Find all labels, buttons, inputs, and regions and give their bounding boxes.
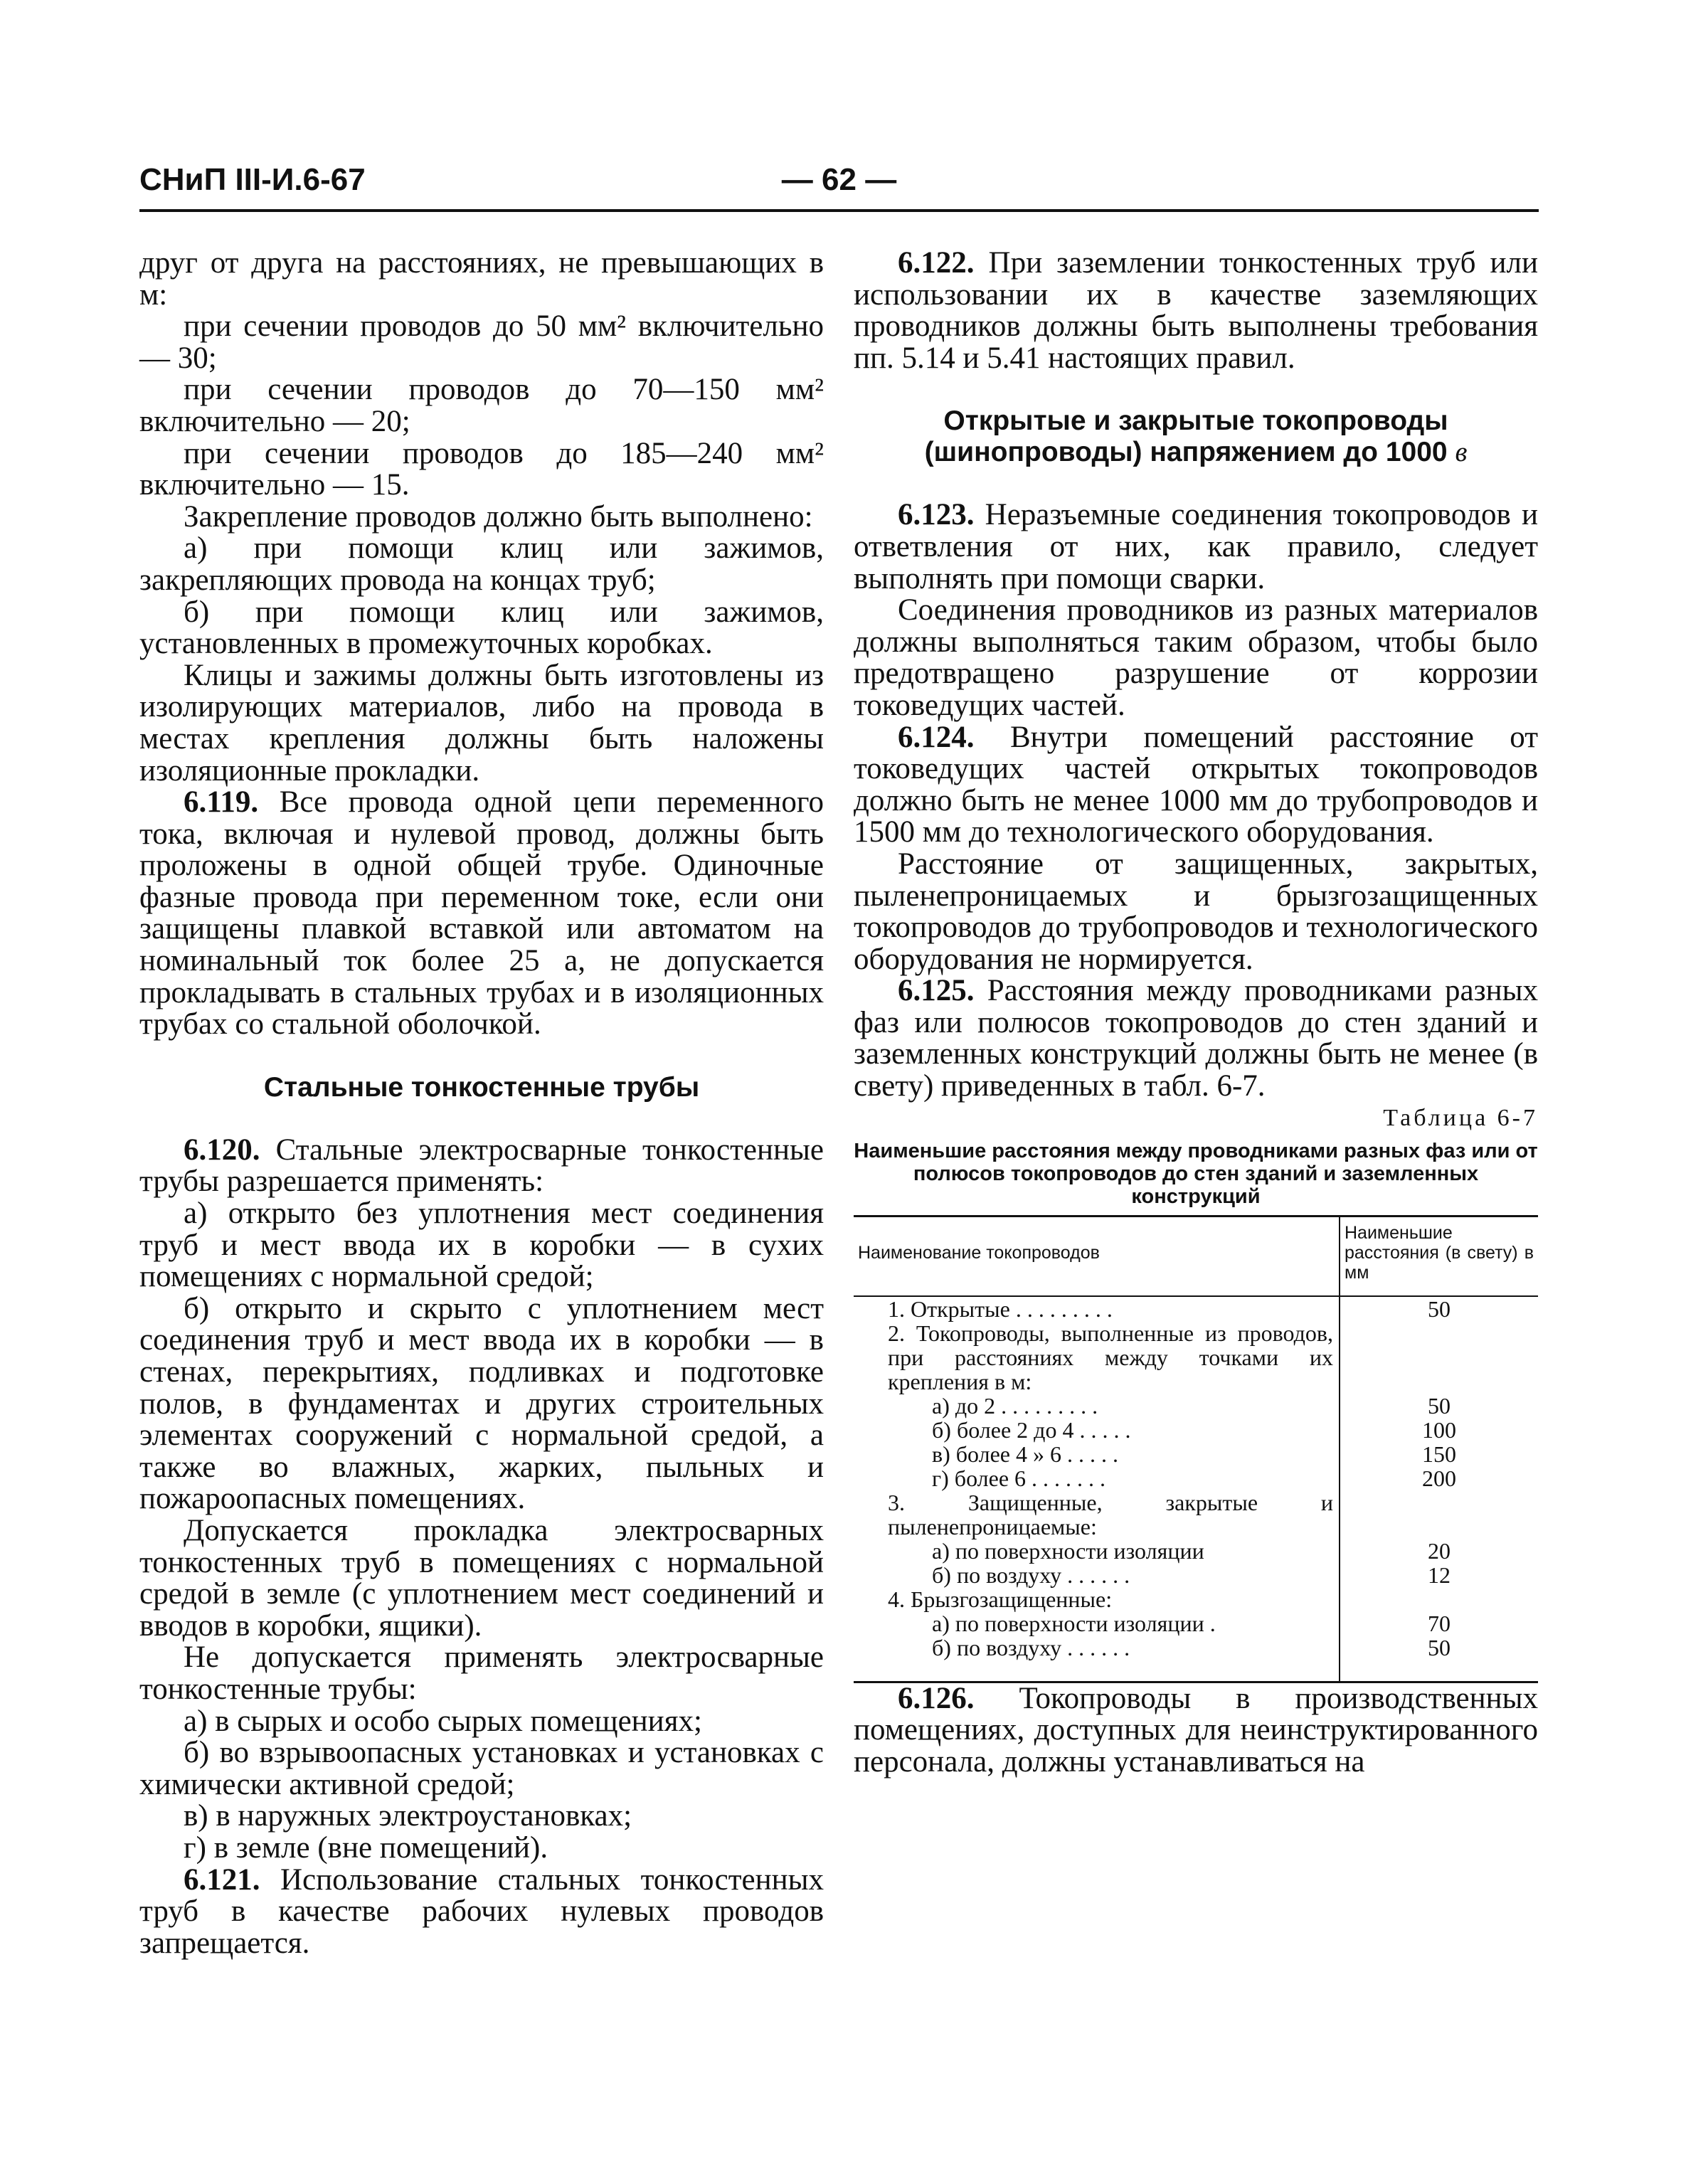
- row-value: 150: [1422, 1441, 1456, 1467]
- row-value: 50: [1428, 1295, 1451, 1322]
- table-row: [854, 1466, 1538, 1490]
- table-label: Таблица 6-7: [1383, 1104, 1538, 1131]
- table-row: [854, 1418, 1538, 1442]
- heading-unit: в: [1455, 437, 1468, 468]
- row-label: б) по воздуху . . . . . .: [854, 1563, 1340, 1587]
- table-row: [854, 1587, 1538, 1611]
- clause-text: Неразъемные соединения токопроводов и ответвления от них, как правило, следует выполнять при помощи сварки.: [854, 498, 1538, 595]
- clause-6-125: [854, 975, 1538, 1102]
- left-column: [139, 248, 824, 1959]
- clause-number: 6.123.: [898, 498, 975, 532]
- clause-number: 6.121.: [184, 1862, 260, 1897]
- row-label: 1. Открытые . . . . . . . . .: [854, 1296, 1340, 1321]
- clause-6-119: [139, 787, 824, 1041]
- row-label: б) более 2 до 4 . . . . .: [854, 1418, 1340, 1442]
- section-heading: [854, 405, 1538, 468]
- section-heading: Стальные тонкостенные трубы: [263, 1071, 700, 1103]
- paragraph: при сечении проводов до 50 мм² включительно — 30;: [139, 309, 824, 375]
- column-header-name: Наименование токопроводов: [854, 1216, 1340, 1296]
- clause-text: Токопроводы в производственных помещениях, доступных для неинструктированного персонала, должны устанавливаться на: [854, 1681, 1538, 1779]
- clause-6-122: [854, 248, 1538, 374]
- right-column: [854, 248, 1538, 1778]
- clause-6-123: [854, 499, 1538, 595]
- paragraph: а) при помощи клиц или зажимов, закрепляющих провода на концах труб;: [139, 531, 824, 597]
- paragraph: б) во взрывоопасных установках и установках с химически активной средой;: [139, 1736, 824, 1801]
- row-value: 50: [1340, 1636, 1538, 1682]
- table-row: [854, 1539, 1538, 1563]
- clause-number: 6.122.: [898, 246, 975, 280]
- row-label: а) по поверхности изоляции .: [854, 1611, 1340, 1636]
- row-value: 50: [1428, 1392, 1451, 1419]
- page-number: — 62 —: [781, 162, 897, 197]
- row-value: 20: [1428, 1537, 1451, 1564]
- paragraph: Допускается прокладка электросварных тонкостенных труб в помещениях с нормальной средой в земле (с уплотнением мест соединений и вводов в коробки, ящики).: [139, 1513, 824, 1643]
- table-row: [854, 1321, 1538, 1394]
- row-label: а) по поверхности изоляции: [854, 1539, 1340, 1563]
- paragraph: г) в земле (вне помещений).: [184, 1830, 548, 1865]
- table-row: [854, 1636, 1538, 1682]
- row-label: б) по воздуху . . . . . .: [854, 1636, 1340, 1682]
- clause-6-120: [139, 1135, 824, 1198]
- paragraph: б) при помощи клиц или зажимов, установленных в промежуточных коробках.: [139, 595, 824, 661]
- row-label: 3. Защищенные, закрытые и пыленепроницаемые:: [854, 1490, 1340, 1539]
- clause-text: При заземлении тонкостенных труб или использовании их в качестве заземляющих проводников должны быть выполнены требования пп. 5.14 и 5.41 настоящих правил.: [854, 246, 1538, 375]
- clause-text: Использование стальных тонкостенных труб в качестве рабочих нулевых проводов запрещается.: [139, 1862, 824, 1960]
- row-label: 2. Токопроводы, выполненные из проводов, при расстояниях между точками их крепления в м:: [854, 1321, 1340, 1394]
- clause-number: 6.119.: [184, 785, 259, 820]
- paragraph: Не допускается применять электросварные тонкостенные трубы:: [139, 1640, 824, 1706]
- table-row: [854, 1296, 1538, 1321]
- paragraph: при сечении проводов до 70—150 мм² включительно — 20;: [139, 373, 824, 438]
- paragraph: а) открыто без уплотнения мест соединения труб и мест ввода их в коробки — в сухих помещениях с нормальной средой;: [139, 1197, 824, 1294]
- clause-number: 6.126.: [898, 1681, 975, 1715]
- row-value: 12: [1428, 1562, 1451, 1588]
- clause-text: Все провода одной цепи переменного тока, включая и нулевой провод, должны быть проложены в одной общей трубе. Одиночные фазные провода при переменном токе, если они защищены плавкой вставкой или автоматом на номинальный ток более 25 а, не допускается прокладывать в стальных трубах и в изоляционных трубах со стальной оболочкой.: [139, 785, 824, 1041]
- table-row: [854, 1611, 1538, 1636]
- table-row: [854, 1442, 1538, 1466]
- header-rule: [139, 209, 1539, 212]
- row-value: 70: [1428, 1610, 1451, 1636]
- paragraph: Клицы и зажимы должны быть изготовлены из изолирующих материалов, либо на провода в местах крепления должны быть наложены изоляционные прокладки.: [139, 658, 824, 788]
- clause-6-126: [854, 1683, 1538, 1779]
- clause-number: 6.124.: [898, 720, 975, 754]
- paragraph: при сечении проводов до 185—240 мм² включительно — 15.: [139, 436, 824, 502]
- paragraph: а) в сырых и особо сырых помещениях;: [184, 1704, 702, 1738]
- table-header-row: [854, 1216, 1538, 1296]
- column-header-distance: Наименьшие расстояния (в свету) в мм: [1340, 1216, 1538, 1296]
- document-code: СНиП III-И.6-67: [139, 162, 366, 197]
- row-label: а) до 2 . . . . . . . . .: [854, 1394, 1340, 1418]
- clause-6-124: [854, 722, 1538, 849]
- heading-line: Открытые и закрытые токопроводы: [943, 405, 1448, 437]
- table-caption: Наименьшие расстояния между проводниками разных фаз или от полюсов токопроводов до стен зданий и заземленных конструкций: [854, 1139, 1538, 1208]
- clause-6-121: [139, 1862, 824, 1960]
- paragraph: Расстояние от защищенных, закрытых, пыленепроницаемых и брызгозащищенных токопроводов до трубопроводов и технологического оборудования не нормируется.: [854, 847, 1538, 976]
- paragraph: Закрепление проводов должно быть выполнено:: [184, 499, 813, 534]
- row-label: 4. Брызгозащищенные:: [854, 1587, 1340, 1611]
- row-value: 200: [1422, 1465, 1456, 1491]
- paragraph: б) открыто и скрыто с уплотнением мест соединения труб и мест ввода их в коробки — в стенах, перекрытиях, подливках и подготовке полов, в фундаментах и других строительных элементах сооружений с нормальной средой, а также во влажных, жарких, пыльных и пожароопасных помещениях.: [139, 1291, 824, 1516]
- clause-number: 6.120.: [184, 1133, 260, 1167]
- table-row: [854, 1563, 1538, 1587]
- paragraph: друг от друга на расстояниях, не превышающих в м:: [139, 246, 824, 312]
- clause-text: Стальные электросварные тонкостенные трубы разрешается применять:: [139, 1133, 824, 1199]
- table-row: [854, 1394, 1538, 1418]
- table-row: [854, 1490, 1538, 1539]
- clause-text: Расстояния между проводниками разных фаз или полюсов токопроводов до стен зданий и заземленных конструкций должны быть не менее (в свету) приведенных в табл. 6-7.: [854, 974, 1538, 1103]
- row-label: г) более 6 . . . . . . .: [854, 1466, 1340, 1490]
- clause-number: 6.125.: [898, 974, 975, 1008]
- page-header: [139, 162, 1539, 212]
- row-label: в) более 4 » 6 . . . . .: [854, 1442, 1340, 1466]
- row-value: 100: [1422, 1416, 1456, 1443]
- paragraph: в) в наружных электроустановках;: [184, 1799, 632, 1833]
- heading-line: (шинопроводы) напряжением до 1000: [924, 437, 1448, 468]
- clause-text: Внутри помещений расстояние от токоведущих частей открытых токопроводов должно быть не менее 1000 мм до трубопроводов и 1500 мм до технологического оборудования.: [854, 720, 1538, 849]
- paragraph: Соединения проводников из разных материалов должны выполняться таким образом, чтобы было предотвращено разрушение от коррозии токоведущих частей.: [854, 593, 1538, 722]
- distances-table: [854, 1215, 1538, 1683]
